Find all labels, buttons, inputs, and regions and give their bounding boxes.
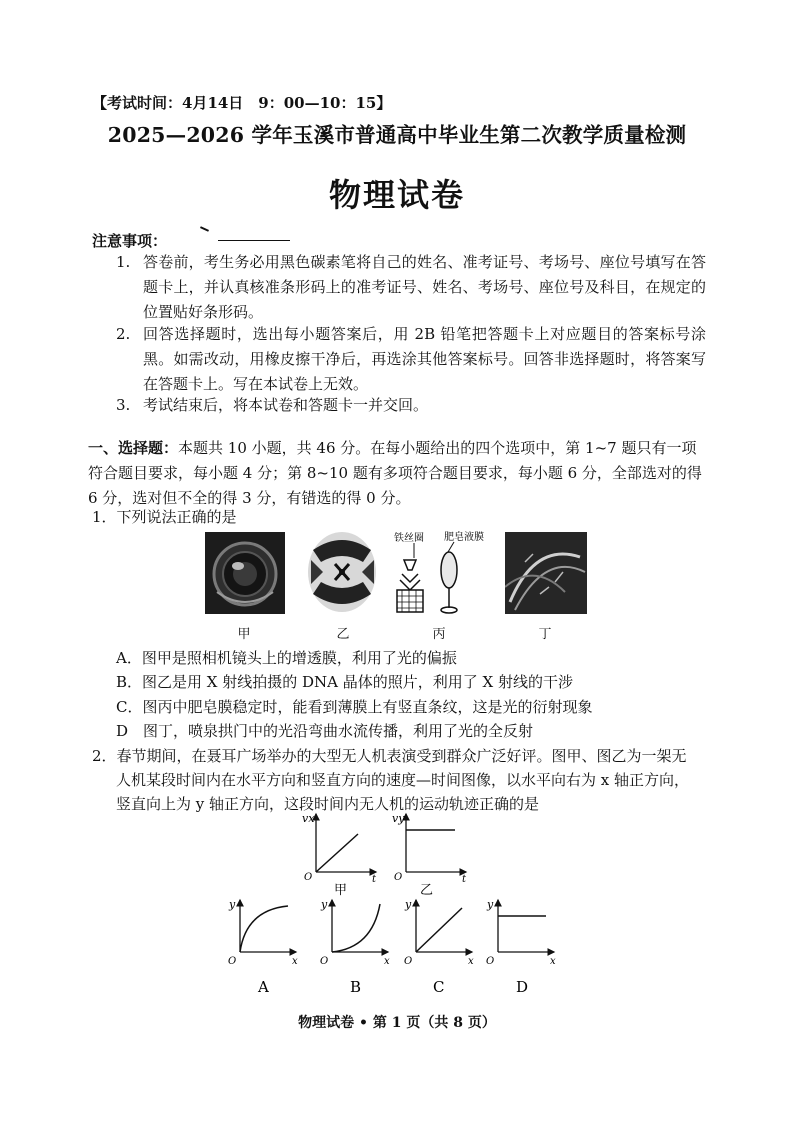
caption-jia: 甲 [237,627,251,642]
axis-label: x [468,956,474,967]
axis-label: t [462,874,467,885]
page-footer: 物理试卷 • 第 1 页（共 8 页） [298,1015,496,1031]
caption-yi: 乙 [420,883,434,898]
note-item-1 [116,250,706,325]
section-heading: 一、选择题： [88,439,179,457]
soap-film-apparatus [392,530,487,618]
trajectory-graph-a [228,898,298,996]
note-item-2 [116,322,706,397]
caption-yi: 乙 [336,627,350,642]
axis-label: y [405,898,412,911]
wire-ring-label: 铁丝圈 [394,533,424,544]
trajectory-graph-d [486,898,556,996]
note-item-3 [116,393,706,418]
exam-time: 【考试时间：4月14日 9：00—10：15】 [92,94,392,112]
question-2-stem-line-1: 2．春节期间，在聂耳广场举办的大型无人机表演受到群众广泛好评。图甲、图乙为一架无 [92,747,687,765]
axis-label: y [321,898,328,911]
note-number: 2. [116,325,131,343]
origin-label: O [404,956,413,967]
trajectory-graph-b [320,898,390,996]
soap-film-label: 肥皂液膜 [444,532,484,543]
note-text: 回答选择题时，选出每小题答案后，用 2B 铅笔把答题卡上对应题目的答案标号涂黑。如需改动，用橡皮擦干净后，再选涂其他答案标号。回答非选择题时，将答案写在答题卡上。写在本试卷上无效。 [143,325,706,393]
dna-xray-photo [305,530,380,615]
option-label-c: C [433,978,445,996]
option-label-b: B [350,978,362,996]
graph-jia-vx [302,812,377,898]
fountain-arch-photo [505,532,587,614]
notes-heading: 注意事项： [92,232,168,250]
axis-label: x [550,956,556,967]
blank-line [218,240,290,241]
axis-label: x [292,956,298,967]
trajectory-options [222,896,562,1000]
note-text: 答卷前，考生务必用黑色碳素笔将自己的姓名、准考证号、考场号、座位号填写在答题卡上，并认真核准条形码上的准考证号、姓名、考场号、座位号及科目，在规定的位置贴好条形码。 [143,253,706,321]
caption-jia: 甲 [334,883,348,898]
axis-label: vx [302,812,315,825]
lens-coating-photo [205,532,285,614]
origin-label: O [486,956,495,967]
question-2-stem-line-2: 人机某段时间内在水平方向和竖直方向的速度—时间图像，以水平向右为 x 轴正方向， [116,771,689,789]
note-number: 3. [116,396,131,414]
question-2-stem-line-3: 竖直向上为 y 轴正方向，这段时间内无人机的运动轨迹正确的是 [116,795,540,813]
velocity-time-graphs [300,810,480,902]
origin-label: O [394,872,403,883]
axis-label: y [487,898,494,911]
subject-title: 物理试卷 [328,176,465,214]
trajectory-graph-c [404,898,474,996]
option-label-a: A [258,978,269,996]
caption-ding: 丁 [538,627,552,642]
section-text: 本题共 10 小题，共 46 分。在每小题给出的四个选项中，第 1~7 题只有一项符合题目要求，每小题 4 分；第 8~10 题有多项符合题目要求，每小题 6 分，全部选对的得 6 分，选对但不全的得 3 分，有错选的得 0 分。 [88,439,702,507]
axis-label: y [229,898,236,911]
origin-label: O [320,956,329,967]
axis-label: x [384,956,390,967]
note-text: 考试结束后，将本试卷和答题卡一并交回。 [143,396,429,414]
section-instructions [88,436,702,511]
caption-bing: 丙 [432,627,446,642]
q1-option-d: D 图丁，喷泉拱门中的光沿弯曲水流传播，利用了光的全反射 [116,722,534,740]
question-1-stem: 1．下列说法正确的是 [92,508,237,526]
note-number: 1. [116,253,131,271]
option-label-d: D [516,978,529,996]
origin-label: O [228,956,237,967]
exam-title: 2025—2026 学年玉溪市普通高中毕业生第二次教学质量检测 [107,123,687,147]
q1-option-c: C．图丙中肥皂膜稳定时，能看到薄膜上有竖直条纹，这是光的衍射现象 [116,698,593,716]
axis-label: t [372,874,377,885]
axis-label: vy [392,812,405,825]
pen-mark [200,226,209,232]
q1-option-b: B．图乙是用 X 射线拍摄的 DNA 晶体的照片，利用了 X 射线的干涉 [116,673,573,691]
origin-label: O [304,872,313,883]
q1-option-a: A．图甲是照相机镜头上的增透膜，利用了光的偏振 [116,649,457,667]
graph-yi-vy [392,812,467,898]
